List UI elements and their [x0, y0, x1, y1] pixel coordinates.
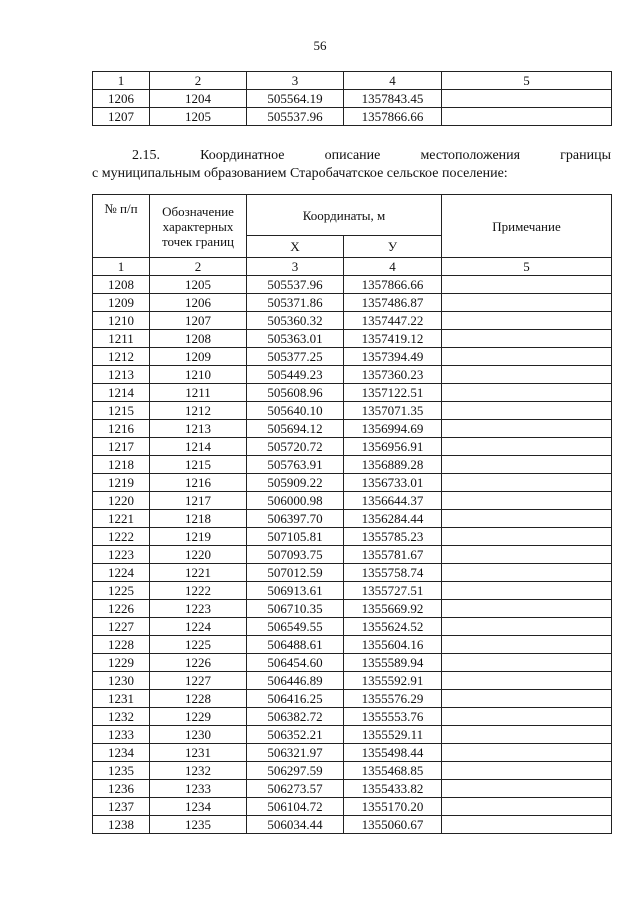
note-cell	[442, 564, 612, 582]
y-coordinate-cell: 1355589.94	[344, 654, 442, 672]
point-designation-cell: 1212	[150, 402, 247, 420]
point-designation-cell: 1219	[150, 528, 247, 546]
row-number-cell: 1217	[93, 438, 150, 456]
x-coordinate-cell: 506000.98	[247, 492, 344, 510]
table-row	[93, 294, 612, 312]
row-number-cell: 1237	[93, 798, 150, 816]
point-designation-cell: 1227	[150, 672, 247, 690]
y-coordinate-cell: 1357843.45	[344, 90, 442, 108]
point-designation-cell: 1209	[150, 348, 247, 366]
table-row	[93, 420, 612, 438]
page-number: 56	[313, 38, 327, 53]
row-number-cell: 1211	[93, 330, 150, 348]
col-number-cell: 1	[93, 72, 150, 90]
point-designation-cell: 1235	[150, 816, 247, 834]
point-designation-cell: 1220	[150, 546, 247, 564]
note-cell	[442, 492, 612, 510]
x-coordinate-cell: 506104.72	[247, 798, 344, 816]
point-designation-cell: 1211	[150, 384, 247, 402]
note-cell	[442, 366, 612, 384]
row-number-cell: 1223	[93, 546, 150, 564]
y-coordinate-cell: 1357866.66	[344, 108, 442, 126]
col-number-cell: 4	[344, 72, 442, 90]
y-coordinate-cell: 1355758.74	[344, 564, 442, 582]
header-number: № п/п	[93, 195, 150, 258]
table-row	[93, 366, 612, 384]
row-number-cell: 1219	[93, 474, 150, 492]
heading-word: границы	[560, 148, 611, 163]
row-number-cell: 1233	[93, 726, 150, 744]
header-note: Примечание	[442, 195, 612, 258]
row-number-cell: 1210	[93, 312, 150, 330]
heading-word: описание	[324, 148, 381, 163]
table-row	[93, 618, 612, 636]
row-number-cell: 1221	[93, 510, 150, 528]
point-designation-cell: 1213	[150, 420, 247, 438]
note-cell	[442, 402, 612, 420]
row-number-cell: 1214	[93, 384, 150, 402]
heading-line-2: с муниципальным образованием Старобачатское сельское поселение:	[92, 166, 508, 181]
table-row	[93, 510, 612, 528]
y-coordinate-cell: 1356284.44	[344, 510, 442, 528]
point-designation-cell: 1223	[150, 600, 247, 618]
note-cell	[442, 816, 612, 834]
x-coordinate-cell: 505763.91	[247, 456, 344, 474]
row-number-cell: 1218	[93, 456, 150, 474]
x-coordinate-cell: 506710.35	[247, 600, 344, 618]
y-coordinate-cell: 1355553.76	[344, 708, 442, 726]
table-row	[93, 108, 612, 126]
y-coordinate-cell: 1355529.11	[344, 726, 442, 744]
top-table-body	[93, 72, 612, 126]
table-row	[93, 564, 612, 582]
x-coordinate-cell: 507012.59	[247, 564, 344, 582]
note-cell	[442, 582, 612, 600]
point-designation-cell: 1208	[150, 330, 247, 348]
x-coordinate-cell: 505363.01	[247, 330, 344, 348]
table-row	[93, 384, 612, 402]
row-number-cell: 1208	[93, 276, 150, 294]
note-cell	[442, 312, 612, 330]
row-number-cell: 1234	[93, 744, 150, 762]
point-designation-cell: 1225	[150, 636, 247, 654]
y-coordinate-cell: 1355604.16	[344, 636, 442, 654]
point-designation-cell: 1216	[150, 474, 247, 492]
x-coordinate-cell: 506416.25	[247, 690, 344, 708]
point-designation-cell: 1229	[150, 708, 247, 726]
x-coordinate-cell: 506034.44	[247, 816, 344, 834]
y-coordinate-cell: 1357866.66	[344, 276, 442, 294]
x-coordinate-cell: 506297.59	[247, 762, 344, 780]
point-designation-cell: 1214	[150, 438, 247, 456]
y-coordinate-cell: 1355498.44	[344, 744, 442, 762]
col-number-cell: 3	[247, 72, 344, 90]
table-row	[93, 438, 612, 456]
note-cell	[442, 600, 612, 618]
table-row	[93, 528, 612, 546]
point-designation-cell: 1206	[150, 294, 247, 312]
table-row	[93, 276, 612, 294]
y-coordinate-cell: 1357360.23	[344, 366, 442, 384]
y-coordinate-cell: 1355592.91	[344, 672, 442, 690]
row-number-cell: 1230	[93, 672, 150, 690]
note-cell	[442, 636, 612, 654]
note-cell	[442, 726, 612, 744]
x-coordinate-cell: 507093.75	[247, 546, 344, 564]
point-designation-cell: 1232	[150, 762, 247, 780]
x-coordinate-cell: 506913.61	[247, 582, 344, 600]
note-cell	[442, 348, 612, 366]
x-coordinate-cell: 507105.81	[247, 528, 344, 546]
y-coordinate-cell: 1357447.22	[344, 312, 442, 330]
y-coordinate-cell: 1356644.37	[344, 492, 442, 510]
section-heading	[92, 147, 611, 183]
y-coordinate-cell: 1355669.92	[344, 600, 442, 618]
x-coordinate-cell: 506549.55	[247, 618, 344, 636]
point-designation-cell: 1210	[150, 366, 247, 384]
note-cell	[442, 798, 612, 816]
point-designation-cell: 1215	[150, 456, 247, 474]
x-coordinate-cell: 505564.19	[247, 90, 344, 108]
y-coordinate-cell: 1357486.87	[344, 294, 442, 312]
note-cell	[442, 474, 612, 492]
row-number-cell: 1238	[93, 816, 150, 834]
table-row	[93, 582, 612, 600]
row-number-cell: 1213	[93, 366, 150, 384]
header-x: X	[247, 236, 344, 258]
y-coordinate-cell: 1355781.67	[344, 546, 442, 564]
header-coordinates: Координаты, м	[247, 195, 442, 236]
x-coordinate-cell: 506321.97	[247, 744, 344, 762]
col-number-cell: 2	[150, 72, 247, 90]
y-coordinate-cell: 1356956.91	[344, 438, 442, 456]
col-number-cell: 4	[344, 258, 442, 276]
x-coordinate-cell: 505694.12	[247, 420, 344, 438]
note-cell	[442, 672, 612, 690]
header-y: У	[344, 236, 442, 258]
top-table-header-row	[93, 72, 612, 90]
table-body	[93, 258, 612, 834]
row-number-cell: 1226	[93, 600, 150, 618]
note-cell	[442, 762, 612, 780]
row-number-cell: 1225	[93, 582, 150, 600]
point-designation-cell: 1231	[150, 744, 247, 762]
note-cell	[442, 744, 612, 762]
table-row	[93, 726, 612, 744]
point-designation-cell: 1222	[150, 582, 247, 600]
note-cell	[442, 690, 612, 708]
point-designation-cell: 1228	[150, 690, 247, 708]
x-coordinate-cell: 506488.61	[247, 636, 344, 654]
y-coordinate-cell: 1355576.29	[344, 690, 442, 708]
note-cell	[442, 456, 612, 474]
point-designation-cell: 1205	[150, 108, 247, 126]
note-cell	[442, 654, 612, 672]
table-row	[93, 762, 612, 780]
point-designation-cell: 1234	[150, 798, 247, 816]
note-cell	[442, 528, 612, 546]
col-number-cell: 3	[247, 258, 344, 276]
point-designation-cell: 1217	[150, 492, 247, 510]
table-row	[93, 636, 612, 654]
note-cell	[442, 90, 612, 108]
note-cell	[442, 708, 612, 726]
point-designation-cell: 1207	[150, 312, 247, 330]
note-cell	[442, 330, 612, 348]
table-row	[93, 312, 612, 330]
point-designation-cell: 1205	[150, 276, 247, 294]
y-coordinate-cell: 1355060.67	[344, 816, 442, 834]
y-coordinate-cell: 1355785.23	[344, 528, 442, 546]
y-coordinate-cell: 1357071.35	[344, 402, 442, 420]
y-coordinate-cell: 1357122.51	[344, 384, 442, 402]
note-cell	[442, 438, 612, 456]
x-coordinate-cell: 505608.96	[247, 384, 344, 402]
y-coordinate-cell: 1355468.85	[344, 762, 442, 780]
note-cell	[442, 384, 612, 402]
table-row	[93, 492, 612, 510]
heading-word: 2.15.	[132, 148, 160, 163]
x-coordinate-cell: 505909.22	[247, 474, 344, 492]
point-designation-cell: 1221	[150, 564, 247, 582]
row-number-cell: 1206	[93, 90, 150, 108]
note-cell	[442, 294, 612, 312]
col-number-cell: 2	[150, 258, 247, 276]
y-coordinate-cell: 1356889.28	[344, 456, 442, 474]
x-coordinate-cell: 506454.60	[247, 654, 344, 672]
y-coordinate-cell: 1355433.82	[344, 780, 442, 798]
x-coordinate-cell: 505537.96	[247, 276, 344, 294]
point-designation-cell: 1218	[150, 510, 247, 528]
heading-word: местоположения	[420, 148, 521, 163]
point-designation-cell: 1224	[150, 618, 247, 636]
x-coordinate-cell: 505377.25	[247, 348, 344, 366]
row-number-cell: 1215	[93, 402, 150, 420]
table-row	[93, 708, 612, 726]
x-coordinate-cell: 506446.89	[247, 672, 344, 690]
row-number-cell: 1228	[93, 636, 150, 654]
table-row	[93, 546, 612, 564]
point-designation-cell: 1230	[150, 726, 247, 744]
heading-line-1	[92, 147, 611, 165]
x-coordinate-cell: 506382.72	[247, 708, 344, 726]
table-row	[93, 330, 612, 348]
header-designation: Обозначение характерных точек границ	[150, 195, 247, 258]
table-row	[93, 816, 612, 834]
note-cell	[442, 780, 612, 798]
x-coordinate-cell: 505640.10	[247, 402, 344, 420]
row-number-cell: 1231	[93, 690, 150, 708]
note-cell	[442, 276, 612, 294]
x-coordinate-cell: 505537.96	[247, 108, 344, 126]
x-coordinate-cell: 505449.23	[247, 366, 344, 384]
table-row	[93, 744, 612, 762]
heading-word: Координатное	[200, 148, 285, 163]
note-cell	[442, 108, 612, 126]
x-coordinate-cell: 506273.57	[247, 780, 344, 798]
table-row	[93, 798, 612, 816]
row-number-cell: 1227	[93, 618, 150, 636]
table-row	[93, 348, 612, 366]
x-coordinate-cell: 506352.21	[247, 726, 344, 744]
x-coordinate-cell: 505371.86	[247, 294, 344, 312]
header-row	[93, 195, 612, 236]
row-number-cell: 1222	[93, 528, 150, 546]
y-coordinate-cell: 1356733.01	[344, 474, 442, 492]
row-number-cell: 1224	[93, 564, 150, 582]
note-cell	[442, 546, 612, 564]
y-coordinate-cell: 1355170.20	[344, 798, 442, 816]
y-coordinate-cell: 1356994.69	[344, 420, 442, 438]
note-cell	[442, 618, 612, 636]
table-row	[93, 654, 612, 672]
row-number-cell: 1220	[93, 492, 150, 510]
point-designation-cell: 1233	[150, 780, 247, 798]
col-number-cell: 5	[442, 72, 612, 90]
y-coordinate-cell: 1357419.12	[344, 330, 442, 348]
row-number-cell: 1216	[93, 420, 150, 438]
point-designation-cell: 1226	[150, 654, 247, 672]
row-number-cell: 1229	[93, 654, 150, 672]
y-coordinate-cell: 1357394.49	[344, 348, 442, 366]
row-number-cell: 1235	[93, 762, 150, 780]
x-coordinate-cell: 505360.32	[247, 312, 344, 330]
top-coordinates-table	[92, 71, 612, 126]
table-row	[93, 690, 612, 708]
row-number-cell: 1212	[93, 348, 150, 366]
table-row	[93, 90, 612, 108]
table-row	[93, 474, 612, 492]
col-number-cell: 1	[93, 258, 150, 276]
table-row	[93, 672, 612, 690]
boundary-coordinates-table	[92, 194, 612, 834]
row-number-cell: 1209	[93, 294, 150, 312]
row-number-cell: 1236	[93, 780, 150, 798]
point-designation-cell: 1204	[150, 90, 247, 108]
table-row	[93, 456, 612, 474]
col-number-cell: 5	[442, 258, 612, 276]
note-cell	[442, 510, 612, 528]
y-coordinate-cell: 1355727.51	[344, 582, 442, 600]
row-number-cell: 1207	[93, 108, 150, 126]
table-row	[93, 402, 612, 420]
x-coordinate-cell: 505720.72	[247, 438, 344, 456]
row-number-cell: 1232	[93, 708, 150, 726]
table-header	[93, 195, 612, 258]
x-coordinate-cell: 506397.70	[247, 510, 344, 528]
column-numbers-row	[93, 258, 612, 276]
table-row	[93, 600, 612, 618]
y-coordinate-cell: 1355624.52	[344, 618, 442, 636]
table-row	[93, 780, 612, 798]
note-cell	[442, 420, 612, 438]
